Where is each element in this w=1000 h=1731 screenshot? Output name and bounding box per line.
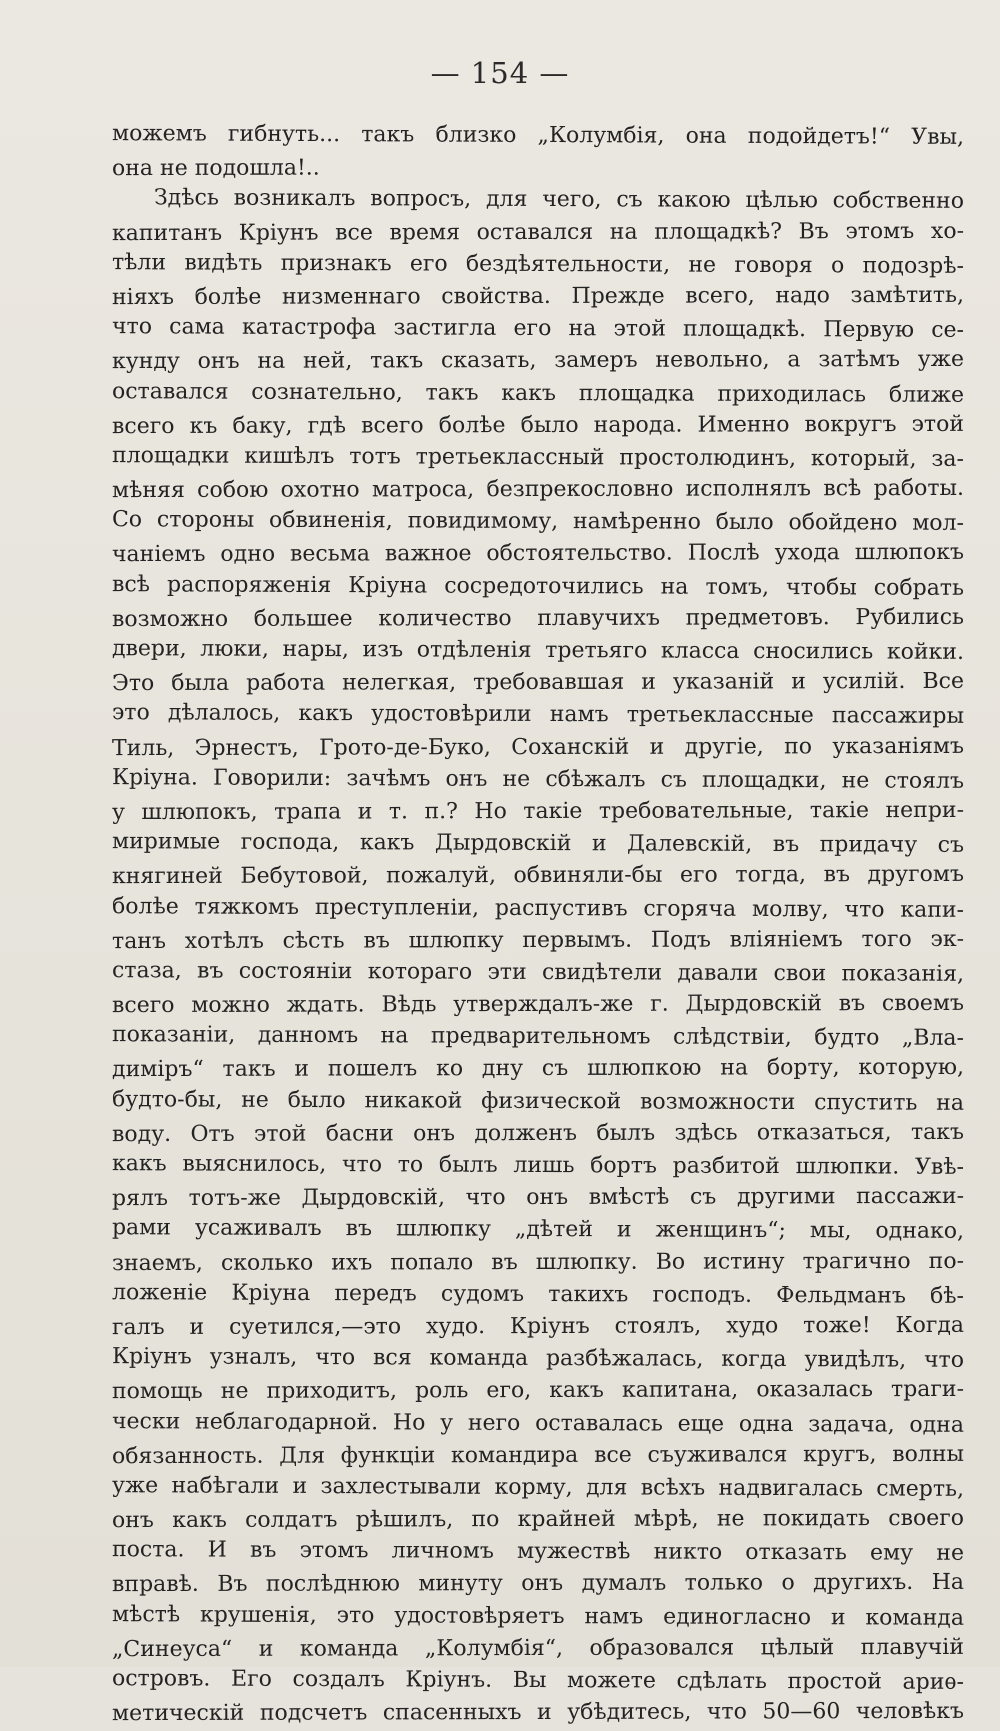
text-line: всѣ распоряженія Кріуна сосредоточились на томъ, чтобы собрать: [111, 571, 965, 601]
text-line: миримые господа, какъ Дырдовскій и Далевскій, въ придачу съ: [111, 829, 965, 858]
text-line: онъ какъ солдатъ рѣшилъ, по крайней мѣрѣ, не покидать своего: [111, 1505, 965, 1534]
text-line: обязанность. Для функціи командира все съуживался кругъ, волны: [111, 1441, 965, 1469]
text-line: будто-бы, не было никакой физической возможности спустить на: [111, 1086, 965, 1116]
text-line: помощь не приходитъ, роль его, какъ капитана, оказалась траги-: [111, 1377, 965, 1405]
text-line: показаніи, данномъ на предварительномъ слѣдствіи, будто „Вла-: [111, 1022, 965, 1052]
text-line: рами усаживалъ въ шлюпку „дѣтей и женщинъ“; мы, однако,: [111, 1215, 965, 1245]
text-line: возможно большее количество плавучихъ предметовъ. Рубились: [111, 604, 965, 632]
text-line: кунду онъ на ней, такъ сказать, замеръ невольно, а затѣмъ уже: [111, 347, 965, 375]
text-line: что сама катастрофа застигла его на этой площадкѣ. Первую се-: [111, 314, 965, 343]
text-line: рялъ тотъ-же Дырдовскій, что онъ вмѣстѣ съ другими пассажи-: [111, 1184, 965, 1212]
text-line: галъ и суетился,—это худо. Кріунъ стоялъ, худо тоже! Когда: [111, 1312, 965, 1341]
text-line: тѣли видѣть признакъ его бездѣятельности, не говоря о подозрѣ-: [111, 249, 965, 279]
text-line: всего можно ждать. Вѣдь утверждалъ-же г. Дырдовскій въ своемъ: [111, 990, 965, 1019]
text-line: у шлюпокъ, трапа и т. п.? Но такіе требовательные, такіе непри-: [111, 797, 965, 826]
text-line: Кріуна. Говорили: зачѣмъ онъ не сбѣжалъ съ площадки, не стоялъ: [111, 764, 965, 794]
text-line: можемъ гибнуть... такъ близко „Колумбія, она подойдетъ!“ Увы,: [111, 121, 965, 150]
text-line: Здѣсь возникалъ вопросъ, для чего, съ какою цѣлью собственно: [153, 185, 965, 215]
text-line: уже набѣгали и захлестывали корму, для всѣхъ надвигалась смерть,: [111, 1473, 965, 1502]
text-line: Это была работа нелегкая, требовавшая и указаній и усилій. Все: [111, 669, 965, 697]
text-line: знаемъ, сколько ихъ попало въ шлюпку. Во истину трагично по-: [111, 1248, 965, 1276]
text-line: танъ хотѣлъ сѣсть въ шлюпку первымъ. Подъ вліяніемъ того эк-: [111, 926, 965, 954]
text-line: оставался сознательно, такъ какъ площадка приходилась ближе: [111, 378, 965, 408]
text-line: площадки кишѣлъ тотъ третьеклассный простолюдинъ, который, за-: [111, 443, 965, 472]
text-line: всего къ баку, гдѣ всего болѣе было народа. Именно вокругъ этой: [111, 411, 965, 439]
text-line: вправѣ. Въ послѣднюю минуту онъ думалъ только о другихъ. На: [111, 1570, 965, 1598]
text-line: поста. И въ этомъ личномъ мужествѣ никто отказать ему не: [111, 1537, 965, 1567]
text-line: капитанъ Кріунъ все время оставался на площадкѣ? Въ этомъ хо-: [111, 218, 965, 246]
text-line: диміръ“ такъ и пошелъ ко дну съ шлюпкою на борту, которую,: [111, 1055, 965, 1083]
text-line: чаніемъ одно весьма важное обстоятельство. Послѣ ухода шлюпокъ: [111, 540, 965, 568]
text-line: Со стороны обвиненія, повидимому, намѣренно было обойдено мол-: [111, 507, 965, 537]
text-line: она не подошла!..: [111, 155, 320, 182]
text-line: мѣстѣ крушенія, это удостовѣряетъ намъ единогласно и команда: [111, 1601, 965, 1631]
page-number: — 154 —: [430, 56, 570, 90]
text-line: метическій подсчетъ спасенныхъ и убѣдитесь, что 50—60 человѣкъ: [111, 1699, 965, 1727]
text-line: мѣняя собою охотно матроса, безпрекословно исполнялъ всѣ работы.: [111, 475, 965, 504]
body-text: [112, 120, 964, 1729]
text-line: воду. Отъ этой басни онъ долженъ былъ здѣсь отказаться, такъ: [111, 1119, 965, 1147]
text-line: двери, люки, нары, изъ отдѣленія третьяго класса сносились койки.: [111, 636, 965, 665]
text-line: ложеніе Кріуна передъ судомъ такихъ господъ. Фельдманъ бѣ-: [111, 1279, 965, 1309]
text-line: ніяхъ болѣе низменнаго свойства. Прежде всего, надо замѣтить,: [111, 282, 965, 311]
text-line: Кріунъ узналъ, что вся команда разбѣжалась, когда увидѣлъ, что: [111, 1344, 965, 1373]
text-line: болѣе тяжкомъ преступленіи, распустивъ сгоряча молву, что капи-: [111, 893, 965, 923]
text-line: княгиней Бебутовой, пожалуй, обвиняли-бы его тогда, въ другомъ: [111, 862, 965, 890]
text-line: чески неблагодарной. Но у него оставалась еще одна задача, одна: [111, 1408, 965, 1438]
text-line: островъ. Его создалъ Кріунъ. Вы можете сдѣлать простой ариѳ-: [111, 1666, 965, 1695]
text-line: это дѣлалось, какъ удостовѣрили намъ третьеклассные пассажиры: [111, 700, 965, 730]
text-line: стаза, въ состояніи котораго эти свидѣтели давали свои показанія,: [111, 958, 965, 987]
text-line: „Синеуса“ и команда „Колумбія“, образовался цѣлый плавучій: [111, 1634, 965, 1662]
text-line: Тиль, Эрнестъ, Грото-де-Буко, Соханскій и другіе, по указаніямъ: [111, 733, 965, 761]
text-line: какъ выяснилось, что то былъ лишь бортъ разбитой шлюпки. Увѣ-: [111, 1151, 965, 1180]
